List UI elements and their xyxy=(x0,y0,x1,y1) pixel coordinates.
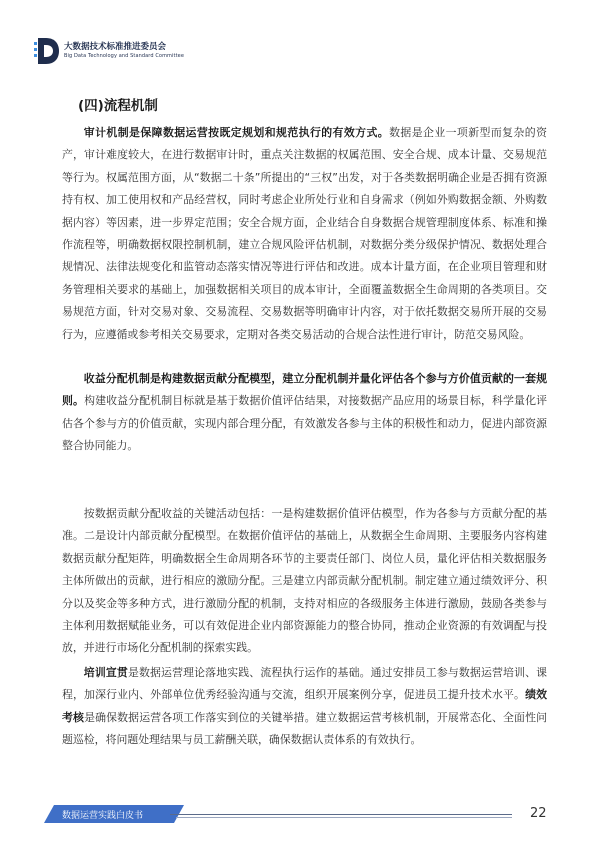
paragraph-lead: 培训宣贯 xyxy=(83,666,128,679)
footer-label: 数据运营实践白皮书 xyxy=(62,811,144,821)
paragraph-audit xyxy=(62,122,547,346)
d-logo-icon xyxy=(34,36,60,66)
paragraph-revenue xyxy=(62,368,547,458)
paragraph-lead: 审计机制是保障数据运营按既定规划和规范执行的有效方式。 xyxy=(83,126,390,139)
footer-divider xyxy=(176,817,512,818)
org-name-en: Big Data Technology and Standard Committee xyxy=(64,53,184,59)
footer-divider xyxy=(170,814,512,815)
org-name: 大数据技术标准推进委员会 xyxy=(64,42,167,52)
section-title: (四)流程机制 xyxy=(78,98,158,114)
paragraph-lead: 绩效考核 xyxy=(62,688,547,724)
paragraph-body: 是数据运营理论落地实践、流程执行运作的基础。通过安排员工参与数据运营培训、课程，加深行业内、外部单位优秀经验沟通与交流，组织开展案例分享，促进员工提升技术水平。 xyxy=(62,666,547,702)
paragraph-body: 数据是企业一项新型而复杂的资产，审计难度较大，在进行数据审计时，重点关注数据的权属范围、安全合规、成本计量、交易规范等行为。权属范围方面，从“数据二十条”所提出的“三权”出发，对于各类数据明确企业是否拥有资源持有权、加工使用权和产品经营权，同时考虑企业所处行业和自身需求（例如外购数据金额、外购数据内容）等因素，进一步界定范围；安全合规方面，企业结合自身数据合规管理制度体系、标准和操作流程等，明确数据权限控制机制，建立合规风险评估机制，对数据分类分级保护情况、数据处理合规情况、法律法规变化和监管动态落实情况等进行评估和改进。成本计量方面，在企业项目管理和财务管理相关要求的基础上，加强数据相关项目的成本审计，全面覆盖数据全生命周期的各类项目。交易规范方面，针对交易对象、交易流程、交易数据等明确审计内容，对于依托数据交易所开展的交易行为，应遵循或参考相关交易要求，定期对各类交易活动的合规合法性进行审计，防范交易风险。 xyxy=(62,126,547,341)
paragraph-lead: 收益分配机制是构建数据贡献分配模型，建立分配机制并量化评估各个参与方价值贡献的一套规则。 xyxy=(62,372,547,408)
paragraph-body: 构建收益分配机制目标就是基于数据价值评估结果，对接数据产品应用的场景目标，科学量化评估各个参与方的价值贡献，实现内部合理分配，有效激发各参与主体的积极性和动力，促进内部资源整合协同能力。 xyxy=(62,394,547,453)
paragraph-contribution: 按数据贡献分配收益的关键活动包括：一是构建数据价值评估模型，作为各参与方贡献分配的基准。二是设计内部贡献分配模型。在数据价值评估的基础上，从数据全生命周期、主要服务内容构建数据贡献分配矩阵，明确数据全生命周期各环节的主要责任部门、岗位人员，量化评估相关数据服务主体所做出的贡献，进行相应的激励分配。三是建立内部贡献分配机制。制定建立通过绩效评分、积分以及奖金等多种方式，进行激励分配的机制，支持对相应的各级服务主体进行激励，鼓励各类参与主体利用数据赋能业务，可以有效促进企业内部资源能力的整合协同，推动企业资源的有效调配与投放，并进行市场化分配机制的探索实践。 xyxy=(62,507,547,655)
header-logo xyxy=(34,36,184,66)
page-footer xyxy=(0,798,600,828)
paragraph-body: 是确保数据运营各项工作落实到位的关键举措。建立数据运营考核机制，开展常态化、全面性问题巡检，将问题处理结果与员工薪酬关联，确保数据认责体系的有效执行。 xyxy=(62,710,547,747)
paragraph-training xyxy=(62,662,547,752)
page-number: 22 xyxy=(530,806,547,821)
